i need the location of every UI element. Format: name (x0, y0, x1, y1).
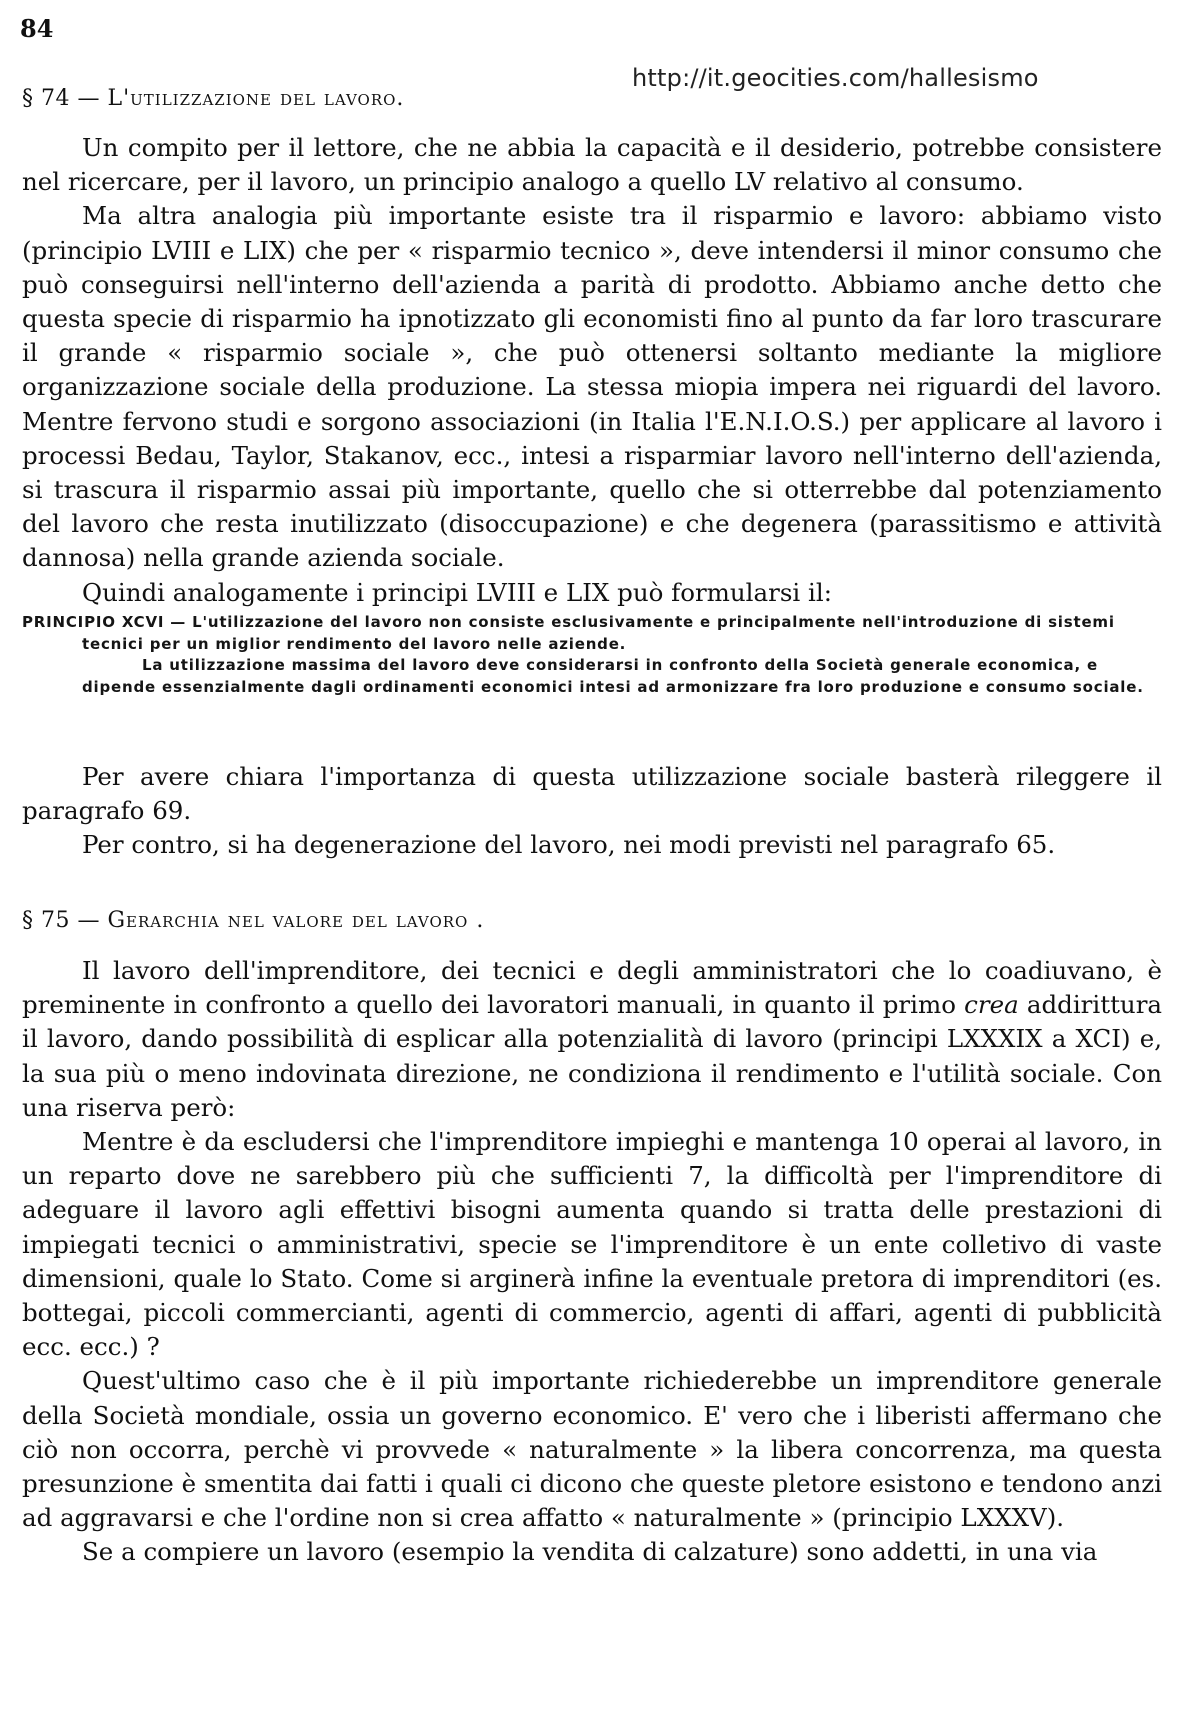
section-74-body (22, 131, 1162, 610)
text-run: addirittura il lavoro, dando possibilità di esplicar alla potenzialità di lavoro (principi LXXXIX a XCI) e, la sua più o meno indovinata direzione, ne condiziona il rendimento e l'utilità sociale. Con una riserva però: (22, 990, 1163, 1122)
paragraph (22, 954, 1162, 1125)
paragraph: Quest'ultimo caso che è il più importante richiederebbe un imprenditore generale della Società mondiale, ossia un governo economico. E' vero che i liberisti affermano che ciò non occorra, perchè vi provvede « naturalmente » la libera concorrenza, ma questa presunzione è smentita dai fatti i quali ci dicono che queste pletore esistono e tendono anzi ad aggravarsi e che l'ordine non si crea affatto « naturalmente » (principio LXXXV). (22, 1366, 1162, 1533)
section-74-number: § 74 — (22, 86, 100, 111)
paragraph: Per contro, si ha degenerazione del lavoro, nei modi previsti nel paragrafo 65. (82, 830, 1056, 860)
principle-paragraph-1 (22, 612, 1164, 655)
paragraph: Ma altra analogia più importante esiste tra il risparmio e lavoro: abbiamo visto (principio LVIII e LIX) che per « risparmio tecnico », deve intendersi il minor consumo che può conseguirsi nell'interno dell'azienda a parità di prodotto. Abbiamo anche detto che questa specie di risparmio ha ipnotizzato gli economisti fino al punto da far loro trascurare il grande « risparmio sociale », che può ottenersi soltanto mediante la migliore organizzazione sociale della produzione. La stessa miopia impera nei riguardi del lavoro. Mentre fervono studi e sorgono associazioni (in Italia l'E.N.I.O.S.) per applicare al lavoro i processi Bedau, Taylor, Stakanov, ecc., intesi a risparmiar lavoro nell'interno dell'azienda, si trascura il risparmio assai più importante, quello che si otterrebbe dal potenziamento del lavoro che resta inutilizzato (disoccupazione) e che degenera (parassitismo e attività dannosa) nella grande azienda sociale. (22, 201, 1162, 573)
principle-text-2: La utilizzazione massima del lavoro deve considerarsi in confronto della Società generale economica, e dipende essenzialmente dagli ordinamenti economici intesi ad armonizzare fra loro produzione e consumo sociale. (82, 656, 1144, 696)
paragraph: Mentre è da escludersi che l'imprenditore impieghi e mantenga 10 operai al lavoro, in un reparto dove ne sarebbero più che sufficienti 7, la difficoltà per l'imprenditore di adeguare il lavoro agli effettivi bisogni aumenta quando si tratta delle prestazioni di impiegati tecnici o amministrativi, specie se l'imprenditore è un ente colletivo di vaste dimensioni, quale lo Stato. Come si arginerà infine la eventuale pretora di imprenditori (es. bottegai, piccoli commercianti, agenti di commercio, agenti di affari, agenti di pubblicità ecc. ecc.) ? (22, 1127, 1162, 1362)
principle-text-1: — L'utilizzazione del lavoro non consiste esclusivamente e principalmente nell'introduzione di sistemi tecnici per un miglior rendimento del lavoro nelle aziende. (82, 613, 1115, 653)
principle-xcvi (22, 612, 1164, 698)
section-75-body (22, 954, 1162, 1570)
section-75-title: Gerarchia nel valore del lavoro . (107, 908, 485, 933)
principle-label: PRINCIPIO XCVI (22, 613, 165, 631)
source-url: http://it.geocities.com/hallesismo (632, 64, 1039, 92)
section-75-number: § 75 — (22, 908, 100, 933)
paragraph: Un compito per il lettore, che ne abbia la capacità e il desiderio, potrebbe consistere nel ricercare, per il lavoro, un principio analogo a quello LV relativo al consumo. (22, 133, 1162, 197)
paragraph: Per avere chiara l'importanza di questa utilizzazione sociale basterà rileggere il paragrafo 69. (22, 762, 1162, 826)
emphasis: crea (964, 990, 1019, 1020)
page-number: 84 (20, 14, 54, 43)
section-74-conclusion (22, 760, 1162, 863)
section-74-heading (22, 86, 404, 111)
section-75-heading (22, 908, 484, 933)
paragraph: Quindi analogamente i principi LVIII e LIX può formularsi il: (82, 577, 832, 607)
text-run: Il lavoro dell'imprenditore, dei tecnici e degli amministratori che lo coadiuvano, è preminente in confronto a quello dei lavoratori manuali, in quanto il primo (22, 956, 1162, 1020)
paragraph: Se a compiere un lavoro (esempio la vendita di calzature) sono addetti, in una via (82, 1537, 1098, 1567)
section-74-title: L'utilizzazione del lavoro. (107, 86, 405, 111)
